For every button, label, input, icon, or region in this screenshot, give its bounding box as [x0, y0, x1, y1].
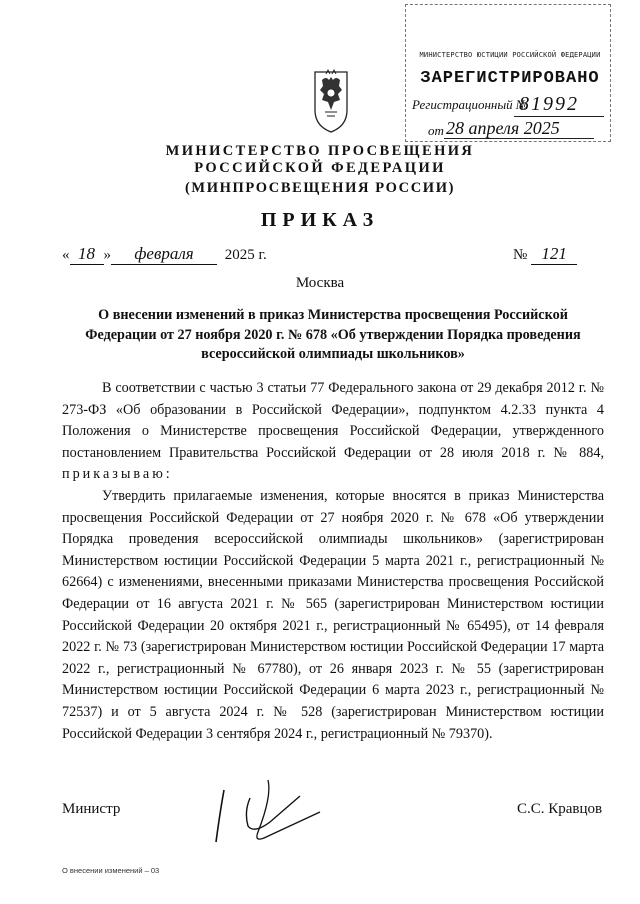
document-title: О внесении изменений в приказ Министерства просвещения Российской Федерации от 27 ноября 2020 г. № 678 «Об утверждении Порядка проведения всероссийской олимпиады школьников» [85, 307, 581, 362]
stamp-ministry: МИНИСТЕРСТВО ЮСТИЦИИ РОССИЙСКОЙ ФЕДЕРАЦИИ [419, 51, 601, 59]
date-quote-close: » [103, 247, 111, 263]
order-number-value: 121 [531, 244, 577, 265]
stamp-regno-label: Регистрационный № [412, 97, 529, 112]
body-paragraph-1 [62, 378, 604, 486]
order-date [62, 244, 267, 265]
russian-coat-of-arms-icon [312, 66, 350, 134]
order-number [513, 244, 577, 265]
order-number-label: № [513, 247, 528, 263]
body-paragraph-2: Утвердить прилагаемые изменения, которые вносятся в приказ Министерства просвещения Российской Федерации от 27 ноября 2020 г. № 678 «Об утверждении Порядка проведения всероссийской олимпиады школьников» (зарегистрирован Министерством юстиции Российской Федерации 5 марта 2021 г., регистрационный № 62664) с изменениями, внесенными приказами Министерства просвещения Российской Федерации от 16 августа 2021 г. № 565 (зарегистрирован Министерством юстиции Российской Федерации 20 октября 2021 г., регистрационный № 65495), от 14 февраля 2022 г. № 73 (зарегистрирован Министерством юстиции Российской Федерации 17 марта 2022 г., регистрационный № 67780), от 26 января 2023 г. № 55 (зарегистрирован Министерством юстиции Российской Федерации 6 марта 2023 г., регистрационный № 72537) и от 5 августа 2024 г. № 528 (зарегистрирован Министерством юстиции Российской Федерации 3 сентября 2024 г., регистрационный № 79370). [62, 487, 604, 742]
order-command: приказываю: [62, 466, 173, 483]
order-title: ПРИКАЗ [260, 209, 380, 231]
order-city: Москва [295, 275, 345, 291]
date-quote-open: « [62, 247, 70, 263]
stamp-date-value: 28 апреля 2025 [446, 118, 560, 138]
stamp-regno-underline [514, 116, 604, 117]
signature-image [210, 772, 330, 852]
body-paragraph-1-text: В соответствии с частью 3 статьи 77 Федерального закона от 29 декабря 2012 г. № 273-ФЗ «Об образовании в Российской Федерации», подпунктом 4.2.33 пункта 4 Положения о Министерстве просвещения Российской Федерации, утвержденного постановлением Правительства Российской Федерации от 28 июля 2018 г. № 884, [62, 380, 604, 461]
footer-note: О внесении изменений – 03 [62, 866, 160, 875]
ministry-name-line1: МИНИСТЕРСТВО ПРОСВЕЩЕНИЯ [165, 143, 475, 159]
stamp-date-underline [444, 138, 594, 139]
order-year: 2025 г. [224, 247, 267, 263]
order-month: февраля [111, 244, 217, 265]
order-day: 18 [70, 244, 104, 265]
signer-name: С.С. Кравцов [517, 801, 603, 817]
stamp-registered: ЗАРЕГИСТРИРОВАНО [420, 69, 600, 88]
signer-role: Министр [62, 801, 121, 817]
stamp-regno-value: 81992 [519, 93, 579, 115]
ministry-short-name: (МИНПРОСВЕЩЕНИЯ РОССИИ) [185, 180, 455, 196]
registration-stamp [405, 4, 611, 142]
stamp-date-prefix: от [428, 123, 444, 138]
document-body [62, 378, 604, 745]
ministry-name-line2: РОССИЙСКОЙ ФЕДЕРАЦИИ [194, 160, 446, 176]
